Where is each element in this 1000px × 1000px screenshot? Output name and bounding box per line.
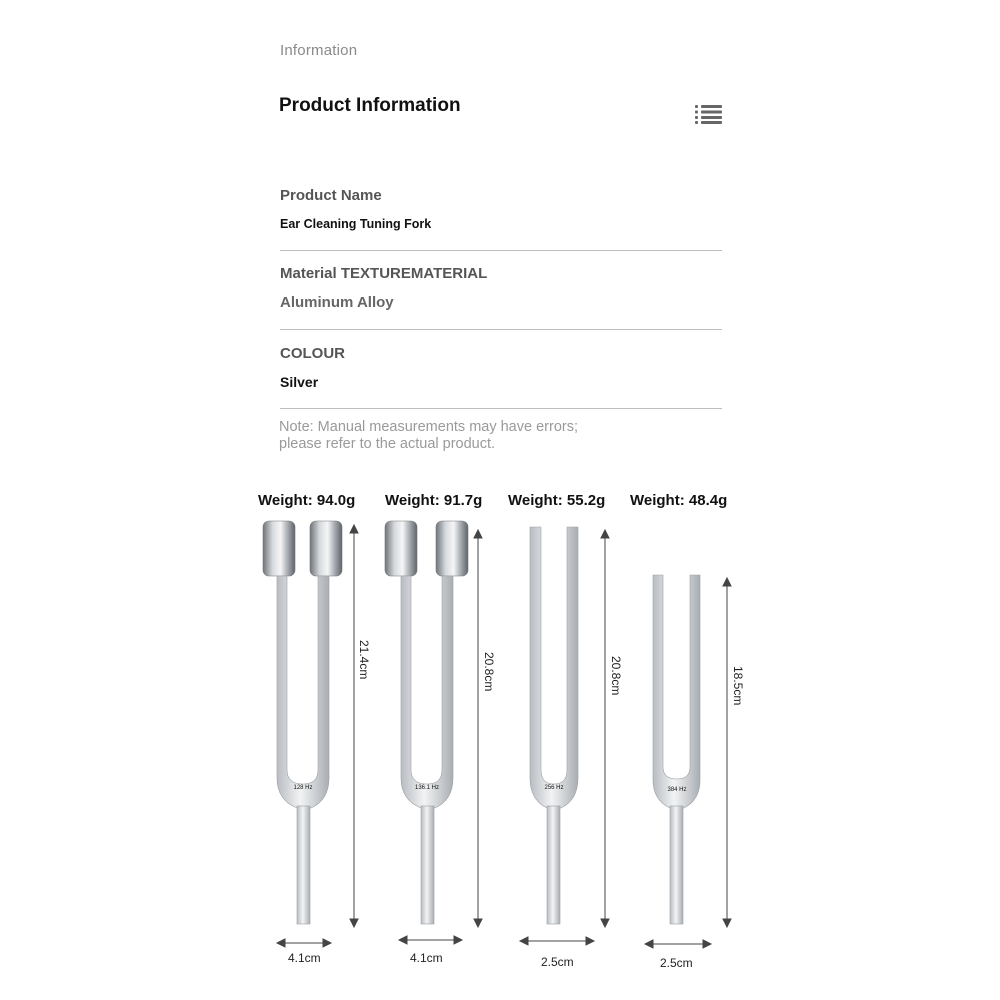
colour-label: COLOUR — [280, 345, 345, 362]
fork-1-length: 21.4cm — [357, 640, 371, 680]
material-label: Material TEXTUREMATERIAL — [280, 265, 488, 282]
fork-4-weight: Weight: 48.4g — [630, 492, 728, 509]
fork-2 — [385, 521, 468, 924]
width-dimension-lines — [277, 936, 711, 948]
fork-4-length: 18.5cm — [731, 666, 745, 706]
fork-4 — [653, 575, 700, 924]
fork-2-width: 4.1cm — [410, 951, 443, 965]
fork-3-weight: Weight: 55.2g — [508, 492, 606, 509]
fork-1 — [263, 521, 342, 924]
fork-3-width: 2.5cm — [541, 955, 574, 969]
section-label: Information — [280, 42, 358, 59]
fork-1-width: 4.1cm — [288, 951, 321, 965]
material-value: Aluminum Alloy — [280, 294, 394, 311]
fork-4-frequency: 384 Hz — [667, 787, 687, 793]
page-title: Product Information — [279, 95, 461, 116]
fork-2-weight: Weight: 91.7g — [385, 492, 483, 509]
product-name-label: Product Name — [280, 187, 382, 204]
fork-3-frequency: 256 Hz — [544, 785, 564, 791]
fork-1-frequency: 128 Hz — [293, 785, 313, 791]
fork-2-frequency: 136.1 Hz — [414, 785, 440, 791]
fork-3-length: 20.8cm — [609, 656, 623, 696]
fork-4-width: 2.5cm — [660, 956, 693, 970]
note-line-2: please refer to the actual product. — [279, 436, 496, 452]
fork-2-length: 20.8cm — [482, 652, 496, 692]
colour-value: Silver — [280, 374, 319, 390]
fork-1-weight: Weight: 94.0g — [258, 492, 356, 509]
product-name-value: Ear Cleaning Tuning Fork — [280, 217, 432, 231]
fork-3 — [530, 527, 578, 924]
note-line-1: Note: Manual measurements may have errors; — [279, 419, 578, 435]
